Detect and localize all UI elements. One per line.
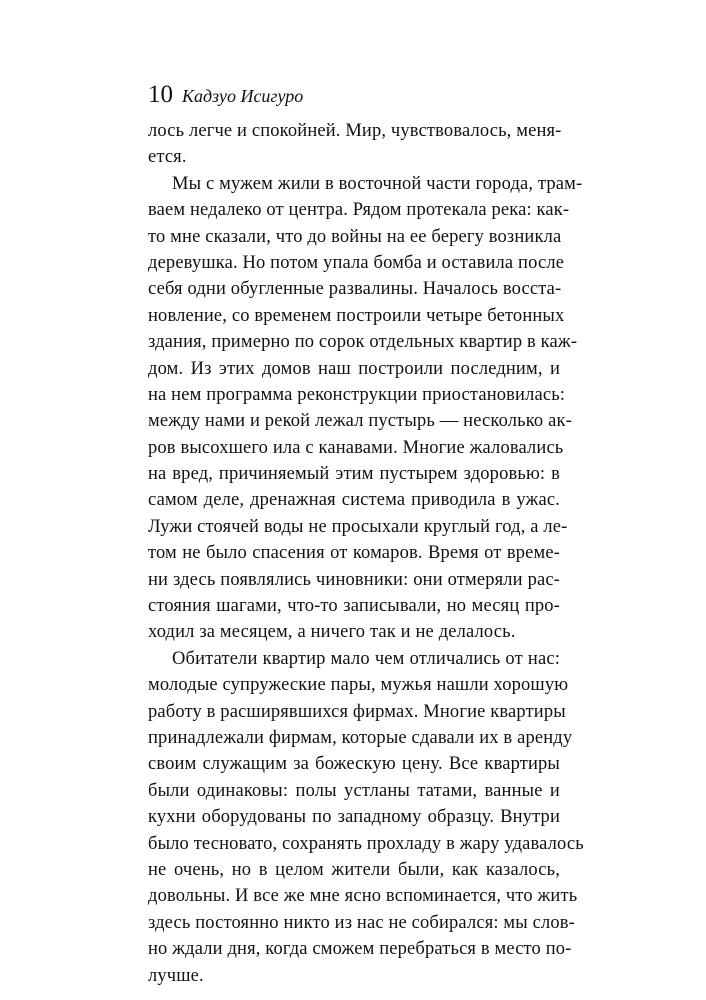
body-text xyxy=(148,118,584,989)
text-line: деревушка. Но потом упала бомба и оставила после xyxy=(148,252,565,273)
running-head xyxy=(148,80,303,110)
text-line: ходил за месяцем, а ничего так и не делалось. xyxy=(148,622,516,643)
running-head-author: Кадзуо Исигуро xyxy=(182,86,304,106)
text-line: себя одни обугленные развалины. Началось восста- xyxy=(148,279,562,300)
text-line: дом. Из этих домов наш построили последним, и xyxy=(148,358,560,379)
paragraph xyxy=(148,171,583,646)
text-line: лучше. xyxy=(148,965,204,986)
text-line: том не было спасения от комаров. Время от време- xyxy=(148,543,560,564)
paragraph xyxy=(148,646,584,989)
text-line: принадлежали фирмам, которые сдавали их в аренду xyxy=(148,727,573,748)
paragraph xyxy=(148,118,560,171)
text-line: молодые супружеские пары, мужья нашли хорошую xyxy=(148,675,569,696)
text-line: своим служащим за божескую цену. Все квартиры xyxy=(148,754,560,775)
text-line: работу в расширявшихся фирмах. Многие квартиры xyxy=(148,701,566,722)
text-line: то мне сказали, что до войны на ее берегу возникла xyxy=(148,226,562,247)
text-line: лось легче и спокойней. Мир, чувствовалось, меня- xyxy=(148,121,562,141)
text-line: здания, примерно по сорок отдельных квартир в каж- xyxy=(148,332,578,353)
text-line: между нами и рекой лежал пустырь — несколько ак- xyxy=(148,411,572,432)
text-line: ров высохшего ила с канавами. Многие жаловались xyxy=(148,437,564,458)
text-line: на вред, причиняемый этим пустырем здоровью: в xyxy=(148,464,560,485)
page-number: 10 xyxy=(148,81,173,108)
text-line: кухни оборудованы по западному образцу. Внутри xyxy=(148,807,560,828)
text-line: Мы с мужем жили в восточной части города, трам- xyxy=(172,173,583,194)
text-line: на нем программа реконструкции приостановилась: xyxy=(148,384,566,405)
text-line: ется. xyxy=(148,147,187,168)
text-line: не очень, но в целом жители были, как казалось, xyxy=(148,859,560,880)
text-line: но ждали дня, когда сможем перебраться в место по- xyxy=(148,939,572,960)
text-line: новление, со временем построили четыре бетонных xyxy=(148,305,565,326)
text-line: Лужи стоячей воды не просыхали круглый год, а ле- xyxy=(148,516,568,537)
text-line: ваем недалеко от центра. Рядом протекала река: как- xyxy=(148,200,570,221)
text-line: стояния шагами, что-то записывали, но месяц про- xyxy=(148,596,560,617)
text-line: самом деле, дренажная система приводила в ужас. xyxy=(148,490,560,511)
text-line: было тесновато, сохранять прохладу в жару удавалось xyxy=(148,833,584,854)
text-line: были одинаковы: полы устланы татами, ванные и xyxy=(148,780,560,801)
text-line: здесь постоянно никто из нас не собирался: мы слов- xyxy=(148,912,575,933)
text-line: довольны. И все же мне ясно вспоминается, что жить xyxy=(148,886,578,907)
text-line: ни здесь появлялись чиновники: они отмеряли рас- xyxy=(148,569,560,590)
text-line: Обитатели квартир мало чем отличались от нас: xyxy=(172,648,560,669)
